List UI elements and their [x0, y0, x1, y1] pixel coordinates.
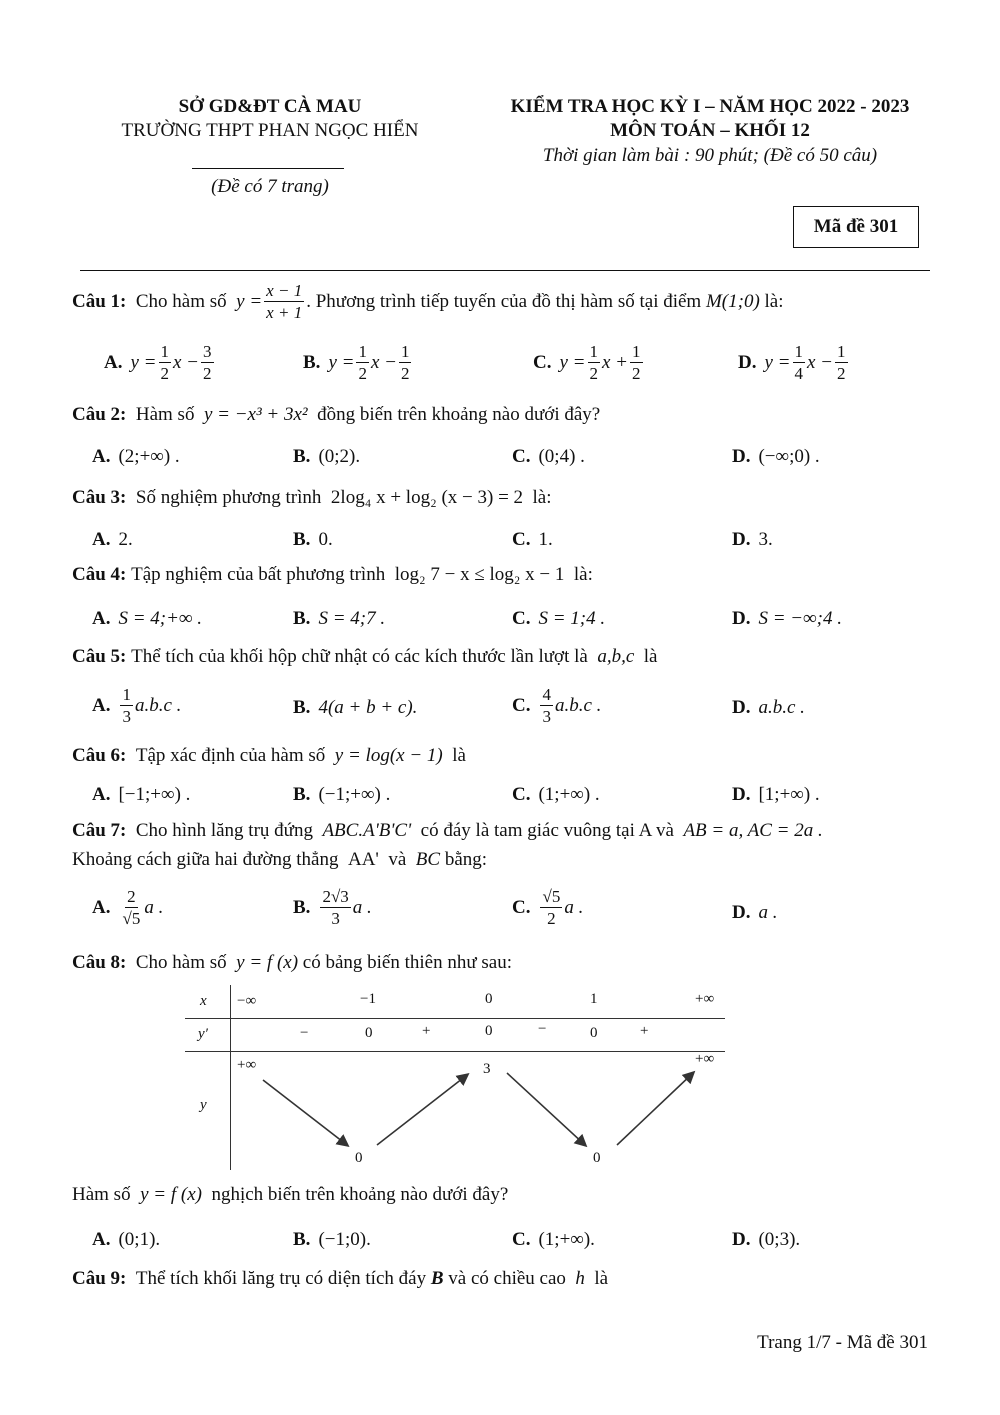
- formula: 2log₄ x + log₂ (x − 3) = 2: [330, 487, 524, 508]
- y-value: 3: [483, 1061, 491, 1077]
- fraction: $\frac{x - 1}{x + 1}$: [266, 281, 303, 322]
- page-count: (Đề có 7 trang): [211, 176, 329, 197]
- exam-title: KIỂM TRA HỌC KỲ I – NĂM HỌC 2022 - 2023: [510, 96, 910, 117]
- x-value: 0: [485, 991, 493, 1007]
- option-d[interactable]: D. (−∞;0) .: [732, 446, 820, 467]
- y-value: 0: [355, 1150, 363, 1166]
- option-a[interactable]: A. (2;+∞) .: [92, 446, 180, 467]
- question-text: là:: [764, 290, 784, 312]
- option-b[interactable]: B. $\frac{2√3}{3}$ a .: [293, 887, 372, 928]
- option-d[interactable]: D. a.b.c .: [732, 697, 805, 718]
- y-label: y: [200, 1097, 207, 1113]
- question-8: Câu 8: Cho hàm số y = f (x) có bảng biến thiên như sau:: [72, 952, 513, 973]
- yprime-sign: −: [300, 1025, 309, 1041]
- formula: y =: [236, 290, 263, 312]
- question-4: Câu 4: Tập nghiệm của bất phương trình log₂ 7 − x ≤ log₂ x − 1 là:: [72, 564, 593, 585]
- option-c[interactable]: C. (1;+∞) .: [512, 784, 600, 805]
- y-value: +∞: [237, 1057, 257, 1073]
- department-name: SỞ GD&ĐT CÀ MAU: [178, 96, 362, 117]
- x-value: −1: [360, 991, 376, 1007]
- exam-time: Thời gian làm bài : 90 phút; (Đề có 50 câu): [542, 145, 878, 166]
- option-c[interactable]: C. (0;4) .: [512, 446, 585, 467]
- option-a[interactable]: A. 2.: [92, 529, 133, 550]
- option-c[interactable]: C. (1;+∞).: [512, 1229, 595, 1250]
- option-c[interactable]: C. y = $\frac{1}{2}$ x + $\frac{1}{2}$: [533, 342, 641, 383]
- question-label: Câu 1:: [72, 290, 127, 312]
- subject-title: MÔN TOÁN – KHỐI 12: [610, 120, 810, 141]
- page-footer: Trang 1/7 - Mã đề 301: [757, 1332, 928, 1353]
- question-8-prompt: Hàm số y = f (x) nghịch biến trên khoảng nào dưới đây?: [72, 1184, 509, 1205]
- x-value: −∞: [237, 993, 257, 1009]
- variation-table: [185, 985, 730, 1170]
- decreasing-arrow: [507, 1073, 585, 1145]
- yprime-sign: +: [422, 1023, 431, 1039]
- option-d[interactable]: D. 3.: [732, 529, 773, 550]
- option-d[interactable]: D. [1;+∞) .: [732, 784, 820, 805]
- increasing-arrow: [617, 1073, 693, 1145]
- option-a[interactable]: A. S = 4;+∞ .: [92, 608, 202, 629]
- yprime-sign: 0: [590, 1025, 598, 1041]
- option-a[interactable]: A. y = $\frac{1}{2}$ x − $\frac{3}{2}$: [104, 342, 212, 383]
- decreasing-arrow: [263, 1080, 347, 1145]
- option-b[interactable]: B. 0.: [293, 529, 333, 550]
- option-a[interactable]: A. [−1;+∞) .: [92, 784, 191, 805]
- yprime-sign: 0: [485, 1023, 493, 1039]
- header-rule: [80, 270, 930, 271]
- school-name: TRƯỜNG THPT PHAN NGỌC HIỂN: [121, 120, 419, 141]
- question-2: Câu 2: Hàm số y = −x³ + 3x² đồng biến trên khoảng nào dưới đây?: [72, 404, 601, 425]
- question-5: Câu 5: Thể tích của khối hộp chữ nhật có các kích thước lần lượt là a,b,c là: [72, 646, 658, 667]
- yprime-sign: −: [538, 1021, 547, 1037]
- x-value: 1: [590, 991, 598, 1007]
- formula: log₂ 7 − x ≤ log₂ x − 1: [394, 564, 565, 585]
- option-c[interactable]: C. 1.: [512, 529, 553, 550]
- increasing-arrow: [377, 1075, 467, 1145]
- question-text: Cho hàm số: [135, 290, 227, 312]
- exam-code-box: Mã đề 301: [793, 206, 919, 248]
- y-value: 0: [593, 1150, 601, 1166]
- option-b[interactable]: B. S = 4;7 .: [293, 608, 386, 629]
- variation-arrows: [185, 985, 730, 1170]
- option-d[interactable]: D. (0;3).: [732, 1229, 801, 1250]
- question-7-line-2: Khoảng cách giữa hai đường thẳng AA' và BC bằng:: [72, 849, 488, 870]
- x-label: x: [200, 993, 207, 1009]
- option-d[interactable]: D. S = −∞;4 .: [732, 608, 842, 629]
- question-6: Câu 6: Tập xác định của hàm số y = log(x − 1) là: [72, 745, 466, 766]
- option-a[interactable]: A. $\frac{1}{3}$ a.b.c .: [92, 685, 182, 726]
- option-c[interactable]: C. $\frac{√5}{2}$ a .: [512, 887, 584, 928]
- yprime-sign: 0: [365, 1025, 373, 1041]
- x-value: +∞: [695, 991, 715, 1007]
- option-d[interactable]: D. y = $\frac{1}{4}$ x − $\frac{1}{2}$: [738, 342, 846, 383]
- formula: y = −x³ + 3x²: [203, 404, 308, 425]
- header-divider: [192, 168, 344, 169]
- option-b[interactable]: B. y = $\frac{1}{2}$ x − $\frac{1}{2}$: [303, 342, 410, 383]
- y-value: +∞: [695, 1051, 715, 1067]
- option-b[interactable]: B. (0;2).: [293, 446, 361, 467]
- yprime-label: y′: [198, 1026, 208, 1042]
- question-text: . Phương trình tiếp tuyến của đồ thị hàm số tại điểm: [306, 290, 702, 312]
- option-a[interactable]: A. $\frac{2}{√5}$ a .: [92, 887, 164, 928]
- question-7: Câu 7: Cho hình lăng trụ đứng ABC.A'B'C' có đáy là tam giác vuông tại A và AB = a, AC = 2a .: [72, 820, 823, 841]
- question-9: Câu 9: Thể tích khối lăng trụ có diện tích đáy B và có chiều cao h là: [72, 1268, 609, 1289]
- option-b[interactable]: B. (−1;+∞) .: [293, 784, 391, 805]
- yprime-sign: +: [640, 1023, 649, 1039]
- option-b[interactable]: B. (−1;0).: [293, 1229, 371, 1250]
- question-1: [72, 282, 784, 321]
- formula: y = log(x − 1): [334, 745, 443, 766]
- option-d[interactable]: D. a .: [732, 902, 778, 923]
- option-a[interactable]: A. (0;1).: [92, 1229, 161, 1250]
- option-c[interactable]: C. $\frac{4}{3}$ a.b.c .: [512, 685, 602, 726]
- option-c[interactable]: C. S = 1;4 .: [512, 608, 606, 629]
- option-b[interactable]: B. 4(a + b + c).: [293, 697, 418, 718]
- question-3: Câu 3: Số nghiệm phương trình 2log₄ x + log₂ (x − 3) = 2 là:: [72, 487, 552, 508]
- formula: M(1;0): [705, 290, 760, 312]
